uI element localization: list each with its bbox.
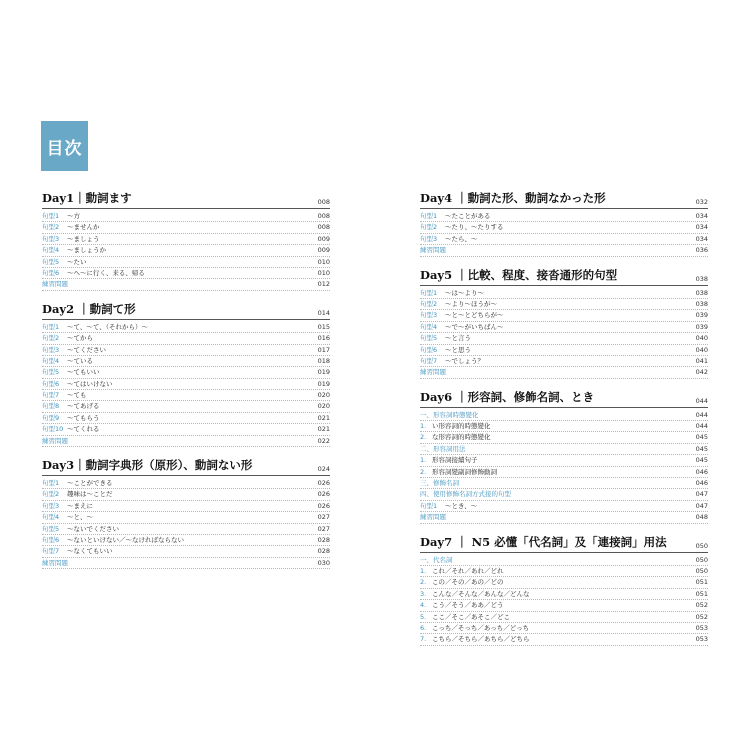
entry-text: こう／そう／ああ／どう [432,601,504,610]
entry-label: 句型2 [420,223,438,232]
entry-page-number: 022 [317,436,330,445]
section-page-number: 050 [695,541,708,550]
entry-text: 〜ないでください [67,524,119,533]
entry-label: 句型1 [420,501,438,510]
entry-page-number: 045 [695,433,708,442]
toc-entry [42,257,330,268]
section-page-number: 024 [317,465,330,474]
entry-page-number: 040 [695,334,708,343]
entry-label: 句型5 [42,368,60,377]
entry-label: 句型7 [420,356,438,365]
entry-label: 句型1 [42,212,60,220]
entry-label: 句型5 [42,524,60,533]
toc-entry [420,356,708,367]
entry-label: 練習問題 [420,246,446,255]
toc-entry [420,367,708,378]
toc-entry [420,455,708,466]
toc-entry [42,524,330,535]
entry-page-number: 034 [695,234,708,243]
entry-text: 〜てくれる [67,425,100,434]
toc-entry [420,623,708,634]
toc-section [42,301,330,447]
entry-label: 2. [420,467,427,476]
entry-label: 練習問題 [420,513,446,522]
entry-label: 句型4 [42,246,60,255]
entry-page-number: 009 [317,234,330,243]
entry-label: 四、使用修飾名詞方式接的句型 [420,490,511,499]
entry-text: 〜と、〜 [67,513,93,522]
entry-page-number: 045 [695,444,708,453]
toc-entry [420,634,708,645]
section-title: Day7 ｜ N5 必懂「代名詞」及「連接詞」用法 [420,534,667,549]
toc-entry [42,489,330,500]
toc-entry [420,501,708,512]
entry-label: 7. [420,635,427,644]
toc-entry [42,558,330,569]
toc-entry [420,612,708,623]
toc-entry [42,345,330,356]
toc-entry [42,379,330,390]
entry-page-number: 050 [695,566,708,575]
entry-page-number: 044 [695,422,708,431]
entry-text: 形容詞變副詞修飾動詞 [432,467,497,476]
section-page-number: 032 [695,198,708,206]
entry-text: 〜てもらう [67,413,100,422]
entry-label: 句型4 [420,322,438,331]
entry-text: 〜たい [67,257,87,266]
entry-page-number: 038 [695,288,708,297]
entry-label: 句型2 [42,223,60,232]
entry-text: 〜たことがある [445,212,491,220]
entry-page-number: 020 [317,391,330,400]
entry-label: 句型4 [42,513,60,522]
entry-label: 二、形容詞用法 [420,444,466,453]
entry-label: 句型3 [42,345,60,354]
section-title: Day6 ｜形容詞、修飾名詞、とき [420,389,595,404]
entry-page-number: 026 [317,479,330,488]
entry-text: 〜て、〜て、（それから）〜 [67,322,148,331]
entry-label: 句型7 [42,547,60,556]
entry-label: 一、代名詞 [420,555,453,564]
toc-entry [42,535,330,546]
entry-page-number: 010 [317,257,330,266]
toc-entry [420,467,708,478]
entry-text: 〜てから [67,334,93,343]
entry-label: 三、修飾名詞 [420,479,459,488]
toc-section [42,190,330,291]
toc-section [420,190,708,257]
toc-entry [420,432,708,443]
entry-page-number: 016 [317,334,330,343]
toc-entry [42,333,330,344]
entry-page-number: 051 [695,589,708,598]
section-page-number: 038 [695,274,708,283]
entry-page-number: 019 [317,368,330,377]
section-title: Day2 ｜動詞て形 [42,301,136,316]
toc-entry [420,489,708,500]
entry-page-number: 026 [317,501,330,510]
entry-text: 〜ましょう [67,234,100,243]
entry-page-number: 021 [317,425,330,434]
entry-text: 〜と〜とどちらが〜 [445,311,504,320]
entry-page-number: 027 [317,524,330,533]
toc-entry [42,279,330,290]
section-title: Day1｜動詞ます [42,191,132,205]
entry-label: 練習問題 [42,280,68,289]
toc-entry [420,421,708,432]
entry-page-number: 021 [317,413,330,422]
section-page-number: 044 [695,396,708,405]
toc-entry [420,234,708,245]
toc-entry [42,211,330,222]
entry-page-number: 050 [695,555,708,564]
section-header [42,457,330,476]
entry-text: 〜とき、〜 [445,501,478,510]
toc-entry [42,401,330,412]
toc-entry [420,577,708,588]
entry-page-number: 012 [317,280,330,289]
toc-entry [420,555,708,566]
entry-page-number: 010 [317,268,330,277]
entry-text: な形容詞的時態變化 [432,433,491,442]
entry-page-number: 046 [695,467,708,476]
entry-page-number: 039 [695,322,708,331]
entry-text: 〜ませんか [67,223,100,232]
entry-text: 〜で〜がいちばん〜 [445,322,504,331]
entry-text: こちら／そちら／あちら／どちら [432,635,530,644]
toc-section [420,389,708,524]
toc-title: 目次 [46,138,83,159]
entry-page-number: 008 [317,223,330,232]
entry-page-number: 053 [695,623,708,632]
entry-page-number: 028 [317,547,330,556]
entry-text: 〜でしょう？ [445,356,484,365]
toc-entry [42,234,330,245]
entry-text: こっち／そっち／あっち／どっち [432,623,530,632]
entry-page-number: 020 [317,402,330,411]
section-title: Day5 ｜比較、程度、接沓通形的句型 [420,267,618,282]
toc-entry [42,222,330,233]
entry-page-number: 017 [317,345,330,354]
entry-text: 〜たら、〜 [445,234,478,243]
toc-entry [420,345,708,356]
toc-entry [420,333,708,344]
toc-right-column [420,190,708,656]
entry-label: 句型7 [42,391,60,400]
toc-entry [42,322,330,333]
entry-text: こんな／そんな／あんな／どんな [432,589,530,598]
toc-entry [420,288,708,299]
entry-page-number: 038 [695,299,708,308]
entry-page-number: 041 [695,356,708,365]
entry-page-number: 044 [695,410,708,419]
toc-entry [42,356,330,367]
toc-entry [42,424,330,435]
toc-entry [420,222,708,233]
entry-text: 〜ましょうか [67,246,106,255]
toc-entry [420,245,708,256]
entry-label: 6. [420,623,427,632]
entry-label: 句型3 [420,234,438,243]
entry-text: 〜てください [67,345,106,354]
entry-page-number: 027 [317,513,330,522]
entry-page-number: 042 [695,368,708,377]
entry-page-number: 047 [695,490,708,499]
entry-page-number: 045 [695,456,708,465]
toc-entry [42,436,330,447]
entry-page-number: 009 [317,246,330,255]
section-header [420,534,708,553]
toc-entry [42,478,330,489]
entry-page-number: 036 [695,246,708,255]
entry-label: 一、形容詞時態變化 [420,410,479,419]
toc-entry [420,589,708,600]
entry-text: 〜なくてもいい [67,547,113,556]
entry-text: 〜てもいい [67,368,100,377]
section-title: Day3｜動詞字典形（原形）、動詞ない形 [42,458,253,473]
entry-label: 1. [420,566,427,575]
toc-entry [42,546,330,557]
entry-label: 句型2 [42,334,60,343]
entry-label: 練習問題 [42,558,68,567]
toc-entry [420,310,708,321]
entry-label: 句型1 [420,288,438,297]
entry-label: 句型4 [42,356,60,365]
toc-entry [42,245,330,256]
entry-label: 句型5 [420,334,438,343]
entry-page-number: 034 [695,223,708,232]
entry-page-number: 015 [317,322,330,331]
entry-page-number: 028 [317,535,330,544]
entry-label: 句型3 [42,501,60,510]
entry-text: 〜方 [67,212,80,220]
entry-label: 練習問題 [42,436,68,445]
toc-entry [420,299,708,310]
toc-section [420,534,708,646]
entry-page-number: 046 [695,479,708,488]
entry-text: 〜ないといけない／〜なければならない [67,535,184,544]
entry-label: 1. [420,422,427,431]
entry-label: 句型9 [42,413,60,422]
entry-text: い形容詞的時態變化 [432,422,491,431]
entry-label: 句型3 [42,234,60,243]
section-header [42,301,330,320]
entry-text: これ／それ／あれ／どれ [432,566,504,575]
entry-label: 句型6 [42,268,60,277]
entry-page-number: 008 [317,212,330,220]
entry-text: 〜ている [67,356,93,365]
entry-label: 2. [420,578,427,587]
toc-entry [42,268,330,279]
entry-label: 句型3 [420,311,438,320]
entry-text: この／その／あの／どの [432,578,504,587]
entry-label: 句型2 [42,490,60,499]
entry-label: 句型6 [420,345,438,354]
entry-page-number: 053 [695,635,708,644]
entry-page-number: 019 [317,379,330,388]
entry-label: 練習問題 [420,368,446,377]
entry-page-number: 052 [695,612,708,621]
toc-entry [42,501,330,512]
toc-entry [42,512,330,523]
entry-label: 2. [420,433,427,442]
entry-text: 〜は〜より〜 [445,288,484,297]
section-header [420,389,708,408]
entry-page-number: 018 [317,356,330,365]
toc-entry [420,410,708,421]
toc-entry [42,390,330,401]
toc-title-badge [41,121,88,171]
entry-label: 句型10 [42,425,64,434]
section-page-number: 014 [317,308,330,317]
entry-page-number: 030 [317,558,330,567]
toc-entry [42,413,330,424]
entry-page-number: 040 [695,345,708,354]
toc-entry [42,367,330,378]
entry-text: 〜と思う [445,345,471,354]
toc-entry [420,566,708,577]
entry-page-number: 048 [695,513,708,522]
entry-text: ここ／そこ／あそこ／どこ [432,612,510,621]
toc-section [420,267,708,379]
entry-page-number: 047 [695,501,708,510]
entry-page-number: 039 [695,311,708,320]
entry-label: 句型1 [42,322,60,331]
section-page-number: 008 [317,198,330,206]
entry-label: 句型2 [420,299,438,308]
entry-label: 句型6 [42,535,60,544]
section-header [42,190,330,209]
entry-page-number: 051 [695,578,708,587]
entry-text: 〜へ〜に行く、来る、帰る [67,268,145,277]
toc-left-column [42,190,330,579]
entry-text: 〜てあげる [67,402,100,411]
toc-entry [420,322,708,333]
entry-page-number: 026 [317,490,330,499]
entry-text: 〜てはいけない [67,379,113,388]
entry-text: 〜ても [67,391,87,400]
entry-label: 句型1 [42,479,60,488]
section-header [420,267,708,286]
entry-label: 句型6 [42,379,60,388]
entry-label: 句型8 [42,402,60,411]
section-title: Day4 ｜動詞た形、動詞なかった形 [420,191,606,205]
toc-entry [420,211,708,222]
toc-entry [420,512,708,523]
entry-page-number: 034 [695,212,708,220]
entry-text: 形容詞接續句子 [432,456,478,465]
entry-text: 〜たり、〜たりする [445,223,504,232]
entry-text: 〜より〜ほうが〜 [445,299,497,308]
entry-text: 〜ことができる [67,479,113,488]
toc-entry [420,600,708,611]
entry-text: 〜と言う [445,334,471,343]
entry-label: 3. [420,589,427,598]
entry-label: 句型5 [42,257,60,266]
toc-entry [420,444,708,455]
toc-entry [420,478,708,489]
entry-page-number: 052 [695,601,708,610]
entry-label: 4. [420,601,427,610]
entry-label: 1. [420,456,427,465]
entry-text: 〜まえに [67,501,93,510]
entry-label: 句型1 [420,212,438,220]
section-header [420,190,708,209]
entry-text: 趣味は〜ことだ [67,490,113,499]
toc-section [42,457,330,569]
entry-label: 5. [420,612,427,621]
